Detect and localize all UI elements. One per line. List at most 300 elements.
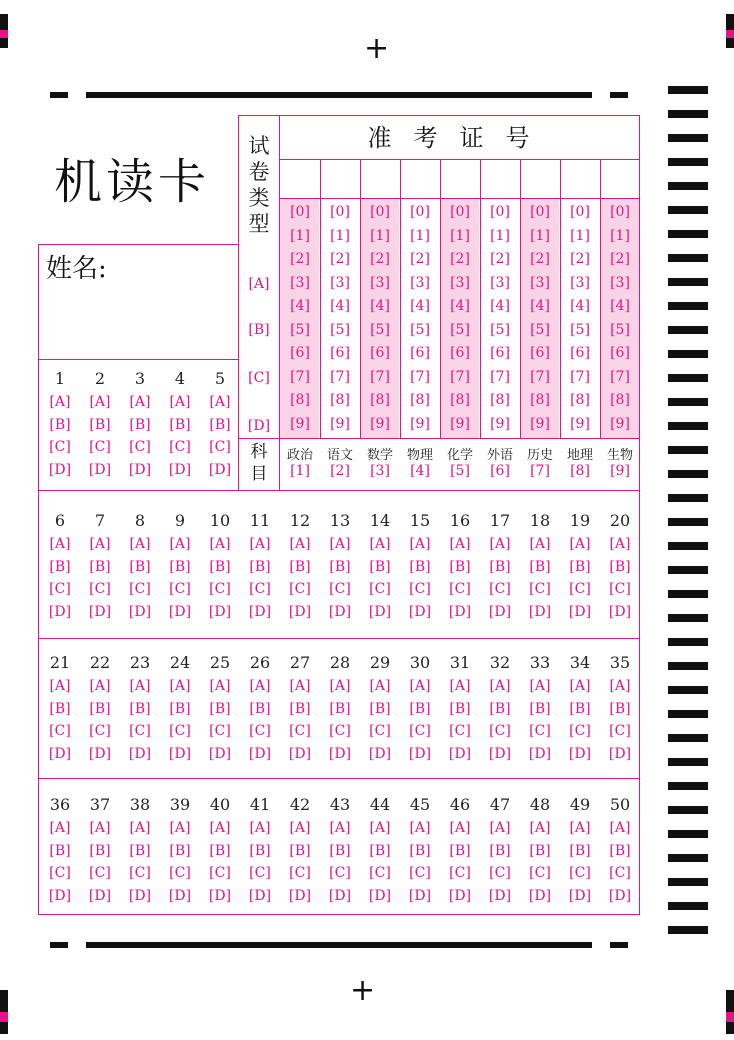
answer-bubble[interactable]: [C] (569, 865, 591, 881)
answer-bubble[interactable]: [C] (569, 581, 591, 597)
answer-bubble[interactable]: [A] (569, 820, 591, 836)
id-digit-bubble[interactable]: [1] (610, 227, 630, 244)
answer-bubble[interactable]: [A] (249, 536, 271, 552)
answer-bubble[interactable]: [C] (609, 865, 631, 881)
answer-bubble[interactable]: [C] (169, 581, 191, 597)
id-digit-bubble[interactable]: [7] (290, 368, 310, 385)
answer-bubble[interactable]: [A] (289, 820, 311, 836)
id-digit-bubble[interactable]: [5] (410, 321, 430, 338)
subject-bubble[interactable]: [5] (450, 463, 470, 479)
answer-bubble[interactable]: [D] (288, 887, 312, 904)
answer-bubble[interactable]: [D] (48, 461, 72, 478)
id-digit-bubble[interactable]: [7] (490, 368, 510, 385)
answer-bubble[interactable]: [B] (529, 700, 551, 717)
answer-bubble[interactable]: [A] (209, 820, 231, 836)
answer-bubble[interactable]: [A] (329, 820, 351, 836)
id-digit-bubble[interactable]: [3] (330, 274, 350, 291)
answer-bubble[interactable]: [D] (328, 745, 352, 762)
answer-bubble[interactable]: [B] (569, 558, 591, 575)
answer-bubble[interactable]: [D] (168, 887, 192, 904)
id-digit-bubble[interactable]: [0] (570, 204, 590, 220)
answer-bubble[interactable]: [D] (168, 461, 192, 478)
answer-bubble[interactable]: [D] (128, 603, 152, 620)
paper-type-bubble[interactable]: [D] (247, 418, 271, 434)
id-digit-bubble[interactable]: [4] (370, 298, 390, 314)
answer-bubble[interactable]: [A] (449, 678, 471, 694)
answer-bubble[interactable]: [C] (329, 723, 351, 739)
id-digit-bubble[interactable]: [7] (370, 368, 390, 385)
id-digit-bubble[interactable]: [3] (490, 274, 510, 291)
answer-bubble[interactable]: [D] (128, 887, 152, 904)
answer-bubble[interactable]: [B] (129, 700, 151, 717)
id-digit-bubble[interactable]: [3] (370, 274, 390, 291)
answer-bubble[interactable]: [B] (249, 842, 271, 859)
answer-bubble[interactable]: [C] (409, 723, 431, 739)
id-digit-bubble[interactable]: [0] (610, 204, 630, 220)
answer-bubble[interactable]: [A] (409, 678, 431, 694)
answer-bubble[interactable]: [A] (209, 394, 231, 410)
answer-bubble[interactable]: [C] (329, 865, 351, 881)
answer-bubble[interactable]: [A] (89, 678, 111, 694)
answer-bubble[interactable]: [C] (49, 581, 71, 597)
id-digit-bubble[interactable]: [3] (410, 274, 430, 291)
id-digit-bubble[interactable]: [5] (370, 321, 390, 338)
answer-bubble[interactable]: [C] (529, 723, 551, 739)
id-digit-bubble[interactable]: [8] (450, 392, 470, 408)
answer-bubble[interactable]: [B] (129, 416, 151, 433)
answer-bubble[interactable]: [C] (89, 865, 111, 881)
id-digit-bubble[interactable]: [0] (290, 204, 310, 220)
answer-bubble[interactable]: [A] (449, 820, 471, 836)
answer-bubble[interactable]: [B] (529, 558, 551, 575)
answer-bubble[interactable]: [A] (209, 678, 231, 694)
id-digit-bubble[interactable]: [1] (290, 227, 310, 244)
answer-bubble[interactable]: [A] (529, 678, 551, 694)
answer-bubble[interactable]: [D] (208, 461, 232, 478)
id-digit-bubble[interactable]: [8] (570, 392, 590, 408)
answer-bubble[interactable]: [C] (609, 581, 631, 597)
answer-bubble[interactable]: [A] (289, 536, 311, 552)
answer-bubble[interactable]: [B] (489, 842, 511, 859)
answer-bubble[interactable]: [C] (89, 581, 111, 597)
id-digit-bubble[interactable]: [3] (610, 274, 630, 291)
id-digit-bubble[interactable]: [1] (410, 227, 430, 244)
answer-bubble[interactable]: [D] (248, 745, 272, 762)
id-digit-bubble[interactable]: [6] (290, 345, 310, 361)
answer-bubble[interactable]: [C] (209, 865, 231, 881)
id-digit-bubble[interactable]: [1] (490, 227, 510, 244)
answer-bubble[interactable]: [B] (169, 558, 191, 575)
id-digit-bubble[interactable]: [2] (290, 251, 310, 267)
answer-bubble[interactable]: [D] (448, 603, 472, 620)
answer-bubble[interactable]: [B] (369, 558, 391, 575)
answer-bubble[interactable]: [B] (209, 842, 231, 859)
answer-bubble[interactable]: [A] (449, 536, 471, 552)
answer-bubble[interactable]: [B] (89, 558, 111, 575)
answer-bubble[interactable]: [A] (49, 394, 71, 410)
answer-bubble[interactable]: [A] (49, 820, 71, 836)
answer-bubble[interactable]: [A] (489, 820, 511, 836)
id-digit-bubble[interactable]: [2] (450, 251, 470, 267)
id-digit-bubble[interactable]: [6] (410, 345, 430, 361)
answer-bubble[interactable]: [C] (409, 865, 431, 881)
id-digit-bubble[interactable]: [1] (450, 227, 470, 244)
id-digit-bubble[interactable]: [0] (450, 204, 470, 220)
id-digit-bubble[interactable]: [0] (490, 204, 510, 220)
answer-bubble[interactable]: [D] (528, 887, 552, 904)
answer-bubble[interactable]: [B] (289, 558, 311, 575)
id-digit-bubble[interactable]: [6] (450, 345, 470, 361)
id-digit-bubble[interactable]: [6] (330, 345, 350, 361)
answer-bubble[interactable]: [D] (128, 745, 152, 762)
id-digit-bubble[interactable]: [0] (530, 204, 550, 220)
id-digit-bubble[interactable]: [4] (490, 298, 510, 314)
answer-bubble[interactable]: [A] (49, 536, 71, 552)
answer-bubble[interactable]: [C] (249, 865, 271, 881)
subject-bubble[interactable]: [6] (490, 463, 510, 479)
answer-bubble[interactable]: [B] (89, 416, 111, 433)
answer-bubble[interactable]: [D] (48, 745, 72, 762)
answer-bubble[interactable]: [B] (289, 842, 311, 859)
answer-bubble[interactable]: [B] (569, 842, 591, 859)
answer-bubble[interactable]: [A] (49, 678, 71, 694)
answer-bubble[interactable]: [A] (129, 820, 151, 836)
id-digit-bubble[interactable]: [5] (570, 321, 590, 338)
id-digit-bubble[interactable]: [9] (450, 415, 470, 432)
answer-bubble[interactable]: [B] (609, 700, 631, 717)
answer-bubble[interactable]: [C] (289, 723, 311, 739)
answer-bubble[interactable]: [C] (489, 723, 511, 739)
subject-bubble[interactable]: [8] (570, 463, 590, 479)
id-digit-bubble[interactable]: [1] (330, 227, 350, 244)
answer-bubble[interactable]: [B] (129, 842, 151, 859)
answer-bubble[interactable]: [C] (449, 865, 471, 881)
answer-bubble[interactable]: [A] (369, 820, 391, 836)
answer-bubble[interactable]: [C] (449, 723, 471, 739)
id-digit-bubble[interactable]: [8] (610, 392, 630, 408)
answer-bubble[interactable]: [A] (409, 536, 431, 552)
answer-bubble[interactable]: [B] (449, 842, 471, 859)
id-digit-bubble[interactable]: [6] (490, 345, 510, 361)
answer-bubble[interactable]: [A] (249, 678, 271, 694)
id-digit-bubble[interactable]: [1] (370, 227, 390, 244)
answer-bubble[interactable]: [D] (448, 745, 472, 762)
answer-bubble[interactable]: [D] (528, 745, 552, 762)
id-digit-bubble[interactable]: [1] (570, 227, 590, 244)
answer-bubble[interactable]: [B] (529, 842, 551, 859)
answer-bubble[interactable]: [C] (89, 439, 111, 455)
answer-bubble[interactable]: [B] (289, 700, 311, 717)
answer-bubble[interactable]: [D] (568, 603, 592, 620)
answer-bubble[interactable]: [D] (608, 603, 632, 620)
id-digit-bubble[interactable]: [1] (530, 227, 550, 244)
answer-bubble[interactable]: [D] (248, 603, 272, 620)
answer-bubble[interactable]: [D] (488, 745, 512, 762)
answer-bubble[interactable]: [D] (328, 603, 352, 620)
answer-bubble[interactable]: [D] (288, 745, 312, 762)
answer-bubble[interactable]: [C] (329, 581, 351, 597)
answer-bubble[interactable]: [D] (328, 887, 352, 904)
id-digit-bubble[interactable]: [6] (570, 345, 590, 361)
answer-bubble[interactable]: [B] (49, 842, 71, 859)
answer-bubble[interactable]: [C] (249, 723, 271, 739)
answer-bubble[interactable]: [D] (368, 745, 392, 762)
answer-bubble[interactable]: [C] (129, 865, 151, 881)
answer-bubble[interactable]: [D] (88, 603, 112, 620)
answer-bubble[interactable]: [C] (169, 865, 191, 881)
id-digit-bubble[interactable]: [5] (530, 321, 550, 338)
answer-bubble[interactable]: [B] (409, 700, 431, 717)
id-digit-bubble[interactable]: [9] (330, 415, 350, 432)
id-digit-bubble[interactable]: [6] (610, 345, 630, 361)
paper-type-bubble[interactable]: [C] (248, 370, 270, 386)
id-digit-bubble[interactable]: [9] (410, 415, 430, 432)
answer-bubble[interactable]: [C] (529, 581, 551, 597)
id-digit-bubble[interactable]: [9] (290, 415, 310, 432)
id-digit-bubble[interactable]: [3] (570, 274, 590, 291)
id-writein-box[interactable] (560, 160, 599, 198)
answer-bubble[interactable]: [D] (168, 745, 192, 762)
answer-bubble[interactable]: [A] (129, 394, 151, 410)
id-digit-bubble[interactable]: [9] (490, 415, 510, 432)
answer-bubble[interactable]: [C] (49, 723, 71, 739)
id-digit-bubble[interactable]: [6] (370, 345, 390, 361)
answer-bubble[interactable]: [A] (169, 394, 191, 410)
id-digit-bubble[interactable]: [5] (610, 321, 630, 338)
subject-bubble[interactable]: [7] (530, 463, 550, 479)
answer-bubble[interactable]: [B] (329, 700, 351, 717)
id-digit-bubble[interactable]: [4] (530, 298, 550, 314)
answer-bubble[interactable]: [B] (169, 842, 191, 859)
id-digit-bubble[interactable]: [8] (410, 392, 430, 408)
id-digit-bubble[interactable]: [4] (570, 298, 590, 314)
answer-bubble[interactable]: [C] (129, 439, 151, 455)
id-digit-bubble[interactable]: [5] (290, 321, 310, 338)
answer-bubble[interactable]: [D] (368, 887, 392, 904)
answer-bubble[interactable]: [A] (609, 678, 631, 694)
answer-bubble[interactable]: [C] (129, 581, 151, 597)
id-digit-bubble[interactable]: [2] (410, 251, 430, 267)
answer-bubble[interactable]: [A] (169, 536, 191, 552)
answer-bubble[interactable]: [C] (49, 439, 71, 455)
answer-bubble[interactable]: [C] (289, 581, 311, 597)
answer-bubble[interactable]: [D] (368, 603, 392, 620)
answer-bubble[interactable]: [B] (49, 416, 71, 433)
answer-bubble[interactable]: [D] (168, 603, 192, 620)
id-digit-bubble[interactable]: [0] (410, 204, 430, 220)
id-digit-bubble[interactable]: [9] (370, 415, 390, 432)
answer-bubble[interactable]: [B] (169, 700, 191, 717)
answer-bubble[interactable]: [D] (48, 603, 72, 620)
answer-bubble[interactable]: [B] (409, 558, 431, 575)
answer-bubble[interactable]: [B] (609, 842, 631, 859)
answer-bubble[interactable]: [C] (209, 581, 231, 597)
answer-bubble[interactable]: [D] (208, 745, 232, 762)
id-digit-bubble[interactable]: [3] (530, 274, 550, 291)
answer-bubble[interactable]: [C] (489, 865, 511, 881)
answer-bubble[interactable]: [A] (529, 536, 551, 552)
id-digit-bubble[interactable]: [8] (290, 392, 310, 408)
id-digit-bubble[interactable]: [8] (490, 392, 510, 408)
answer-bubble[interactable]: [D] (88, 887, 112, 904)
id-digit-bubble[interactable]: [8] (330, 392, 350, 408)
answer-bubble[interactable]: [D] (488, 887, 512, 904)
answer-bubble[interactable]: [A] (209, 536, 231, 552)
answer-bubble[interactable]: [B] (49, 700, 71, 717)
id-digit-bubble[interactable]: [3] (290, 274, 310, 291)
answer-bubble[interactable]: [D] (448, 887, 472, 904)
answer-bubble[interactable]: [C] (89, 723, 111, 739)
answer-bubble[interactable]: [A] (369, 536, 391, 552)
id-digit-bubble[interactable]: [0] (330, 204, 350, 220)
id-digit-bubble[interactable]: [2] (570, 251, 590, 267)
id-digit-bubble[interactable]: [9] (570, 415, 590, 432)
answer-bubble[interactable]: [B] (209, 700, 231, 717)
answer-bubble[interactable]: [C] (529, 865, 551, 881)
answer-bubble[interactable]: [B] (89, 842, 111, 859)
answer-bubble[interactable]: [D] (608, 745, 632, 762)
id-digit-bubble[interactable]: [5] (330, 321, 350, 338)
subject-bubble[interactable]: [4] (410, 463, 430, 479)
answer-bubble[interactable]: [D] (288, 603, 312, 620)
answer-bubble[interactable]: [D] (488, 603, 512, 620)
answer-bubble[interactable]: [B] (609, 558, 631, 575)
answer-bubble[interactable]: [B] (329, 842, 351, 859)
answer-bubble[interactable]: [B] (129, 558, 151, 575)
id-digit-bubble[interactable]: [4] (450, 298, 470, 314)
id-digit-bubble[interactable]: [4] (330, 298, 350, 314)
answer-bubble[interactable]: [D] (248, 887, 272, 904)
id-digit-bubble[interactable]: [2] (490, 251, 510, 267)
answer-bubble[interactable]: [C] (609, 723, 631, 739)
paper-type-bubble[interactable]: [A] (248, 276, 270, 292)
id-writein-box[interactable] (520, 160, 559, 198)
answer-bubble[interactable]: [D] (208, 603, 232, 620)
id-digit-bubble[interactable]: [7] (530, 368, 550, 385)
id-writein-box[interactable] (400, 160, 439, 198)
answer-bubble[interactable]: [C] (249, 581, 271, 597)
answer-bubble[interactable]: [C] (289, 865, 311, 881)
answer-bubble[interactable]: [D] (208, 887, 232, 904)
answer-bubble[interactable]: [D] (608, 887, 632, 904)
answer-bubble[interactable]: [A] (489, 536, 511, 552)
answer-bubble[interactable]: [C] (169, 723, 191, 739)
answer-bubble[interactable]: [A] (529, 820, 551, 836)
answer-bubble[interactable]: [B] (369, 700, 391, 717)
answer-bubble[interactable]: [D] (128, 461, 152, 478)
answer-bubble[interactable]: [A] (89, 820, 111, 836)
id-writein-box[interactable] (480, 160, 519, 198)
subject-bubble[interactable]: [2] (330, 463, 350, 479)
answer-bubble[interactable]: [C] (169, 439, 191, 455)
answer-bubble[interactable]: [C] (369, 581, 391, 597)
answer-bubble[interactable]: [A] (289, 678, 311, 694)
id-digit-bubble[interactable]: [7] (450, 368, 470, 385)
id-digit-bubble[interactable]: [2] (370, 251, 390, 267)
answer-bubble[interactable]: [B] (329, 558, 351, 575)
answer-bubble[interactable]: [B] (569, 700, 591, 717)
answer-bubble[interactable]: [C] (449, 581, 471, 597)
id-digit-bubble[interactable]: [8] (530, 392, 550, 408)
answer-bubble[interactable]: [B] (169, 416, 191, 433)
answer-bubble[interactable]: [C] (209, 723, 231, 739)
answer-bubble[interactable]: [A] (329, 678, 351, 694)
answer-bubble[interactable]: [C] (369, 865, 391, 881)
answer-bubble[interactable]: [B] (409, 842, 431, 859)
id-digit-bubble[interactable]: [4] (410, 298, 430, 314)
answer-bubble[interactable]: [D] (408, 603, 432, 620)
id-digit-bubble[interactable]: [2] (610, 251, 630, 267)
id-digit-bubble[interactable]: [4] (610, 298, 630, 314)
answer-bubble[interactable]: [D] (88, 461, 112, 478)
id-digit-bubble[interactable]: [9] (610, 415, 630, 432)
id-digit-bubble[interactable]: [0] (370, 204, 390, 220)
answer-bubble[interactable]: [B] (49, 558, 71, 575)
answer-bubble[interactable]: [B] (489, 558, 511, 575)
answer-bubble[interactable]: [D] (88, 745, 112, 762)
answer-bubble[interactable]: [D] (568, 745, 592, 762)
answer-bubble[interactable]: [D] (48, 887, 72, 904)
answer-bubble[interactable]: [C] (129, 723, 151, 739)
answer-bubble[interactable]: [B] (249, 558, 271, 575)
id-writein-box[interactable] (360, 160, 399, 198)
id-digit-bubble[interactable]: [2] (330, 251, 350, 267)
id-writein-box[interactable] (320, 160, 359, 198)
id-writein-box[interactable] (280, 160, 319, 198)
answer-bubble[interactable]: [A] (489, 678, 511, 694)
id-digit-bubble[interactable]: [2] (530, 251, 550, 267)
answer-bubble[interactable]: [A] (329, 536, 351, 552)
answer-bubble[interactable]: [C] (209, 439, 231, 455)
answer-bubble[interactable]: [D] (408, 887, 432, 904)
id-digit-bubble[interactable]: [7] (570, 368, 590, 385)
subject-bubble[interactable]: [3] (370, 463, 390, 479)
id-writein-box[interactable] (600, 160, 639, 198)
subject-bubble[interactable]: [9] (610, 463, 630, 479)
answer-bubble[interactable]: [B] (449, 558, 471, 575)
answer-bubble[interactable]: [A] (409, 820, 431, 836)
answer-bubble[interactable]: [A] (89, 536, 111, 552)
answer-bubble[interactable]: [B] (89, 700, 111, 717)
answer-bubble[interactable]: [B] (209, 416, 231, 433)
id-digit-bubble[interactable]: [4] (290, 298, 310, 314)
answer-bubble[interactable]: [A] (609, 536, 631, 552)
answer-bubble[interactable]: [A] (129, 536, 151, 552)
id-digit-bubble[interactable]: [7] (410, 368, 430, 385)
answer-bubble[interactable]: [B] (369, 842, 391, 859)
id-digit-bubble[interactable]: [6] (530, 345, 550, 361)
answer-bubble[interactable]: [A] (609, 820, 631, 836)
answer-bubble[interactable]: [C] (49, 865, 71, 881)
subject-bubble[interactable]: [1] (290, 463, 310, 479)
answer-bubble[interactable]: [A] (169, 678, 191, 694)
id-digit-bubble[interactable]: [8] (370, 392, 390, 408)
id-digit-bubble[interactable]: [7] (330, 368, 350, 385)
answer-bubble[interactable]: [A] (249, 820, 271, 836)
answer-bubble[interactable]: [B] (489, 700, 511, 717)
id-digit-bubble[interactable]: [9] (530, 415, 550, 432)
answer-bubble[interactable]: [C] (489, 581, 511, 597)
id-digit-bubble[interactable]: [7] (610, 368, 630, 385)
answer-bubble[interactable]: [A] (169, 820, 191, 836)
id-writein-box[interactable] (440, 160, 479, 198)
paper-type-bubble[interactable]: [B] (248, 322, 270, 338)
answer-bubble[interactable]: [A] (569, 536, 591, 552)
answer-bubble[interactable]: [D] (408, 745, 432, 762)
id-digit-bubble[interactable]: [5] (450, 321, 470, 338)
answer-bubble[interactable]: [D] (568, 887, 592, 904)
answer-bubble[interactable]: [A] (369, 678, 391, 694)
